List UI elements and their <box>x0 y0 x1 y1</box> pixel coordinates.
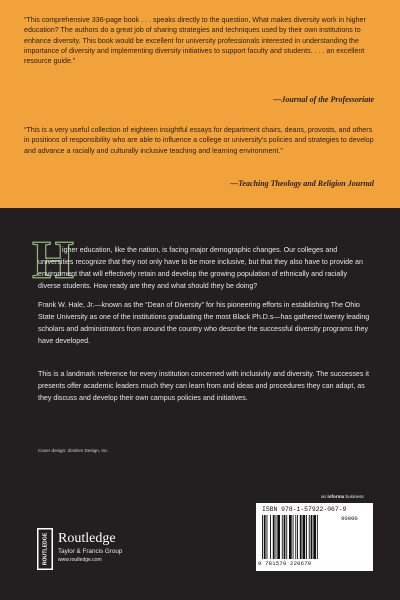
isbn-label: ISBN 978-1-57922-067-9 <box>262 506 347 513</box>
informa-suffix: business <box>344 494 364 499</box>
barcode-bar <box>270 515 271 559</box>
review-source-2: —Teaching Theology and Religion Journal <box>230 179 374 188</box>
barcode-bar <box>264 515 266 559</box>
publisher-group: Taylor & Francis Group <box>58 548 123 555</box>
barcode-bar <box>303 515 306 559</box>
barcode-bar <box>286 515 287 559</box>
review-panel <box>0 0 400 208</box>
publisher-website: www.routledge.com <box>58 557 102 563</box>
isbn-barcode <box>256 503 373 571</box>
barcode-bar <box>282 515 283 559</box>
barcode-bar <box>297 515 298 559</box>
barcode-bar <box>267 515 268 559</box>
informa-tagline <box>321 494 364 499</box>
barcode-bar <box>293 515 294 559</box>
barcode-digits: 9 781579 220679 <box>258 560 312 567</box>
barcode-bar <box>295 515 296 559</box>
barcode-bar <box>311 515 313 559</box>
description-paragraph-1-text: igher education, like the nation, is facing major demographic changes. Our colleges and universities recognize that they not only have to be more inclusive, but that they also have to provide an environment that will effectively retain and develop the growing population of ethnically and racially diverse students. How ready are they and what should they be doing? <box>38 246 363 291</box>
informa-prefix: an <box>321 494 328 499</box>
description-paragraph-2: Frank W. Hale, Jr.—known as the “Dean of Diversity” for his pioneering efforts in establishing The Ohio State University as one of the institutions graduating the most Black Ph.D.s—has gathered twenty leading scholars and administrators from around the country who describe the successful diversity programs they have developed. <box>38 301 370 346</box>
barcode-bars <box>262 515 338 559</box>
review-quote-1: “This comprehensive 336-page book . . . speaks directly to the question, What makes diversity work in higher education? The authors do a great job of sharing strategies and techniques used by their own institutions to enhance diversity. This book would be excellent for university professionals interested in understanding the importance of diversity and implementing diversity initiatives to support faculty and students. . . . an excellent resource guide.” <box>24 16 366 66</box>
barcode-bar <box>276 515 277 559</box>
barcode-bar <box>277 515 280 559</box>
cover-design-credit: Cover design: Zindren Design, Inc. <box>38 448 109 453</box>
review-quote-2: “This is a very useful collection of eighteen insightful essays for department chairs, deans, provosts, and others in positions of responsibility who are able to influence a college or university’s policies and strategies to develop and advance a racially and culturally inclusive teaching and learning environment.” <box>24 126 374 155</box>
barcode-bar <box>306 515 307 559</box>
publisher-name: Routledge <box>58 531 116 546</box>
barcode-bar <box>317 515 318 559</box>
barcode-bar <box>309 515 310 559</box>
barcode-bar <box>284 515 286 559</box>
description-paragraph-3: This is a landmark reference for every institution concerned with inclusivity and diversity. The successes it presents offer academic leaders much they can learn from and ideas and procedures they can adapt, as they discuss and develop their own campus policies and initiatives. <box>38 370 369 403</box>
price-addon-code: 90000 <box>341 515 358 522</box>
barcode-bar <box>313 515 316 559</box>
barcode-bar <box>300 515 302 559</box>
barcode-bar <box>262 515 263 559</box>
routledge-logo-text: ROUTLEDGE <box>42 532 49 566</box>
barcode-bar <box>273 515 275 559</box>
barcode-bar <box>289 515 292 559</box>
routledge-logo-icon <box>37 528 53 570</box>
review-source-1: —Journal of the Professoriate <box>273 95 374 104</box>
informa-brand: informa <box>327 494 345 499</box>
drop-cap: H <box>32 230 75 290</box>
description-paragraph-1 <box>38 244 370 292</box>
